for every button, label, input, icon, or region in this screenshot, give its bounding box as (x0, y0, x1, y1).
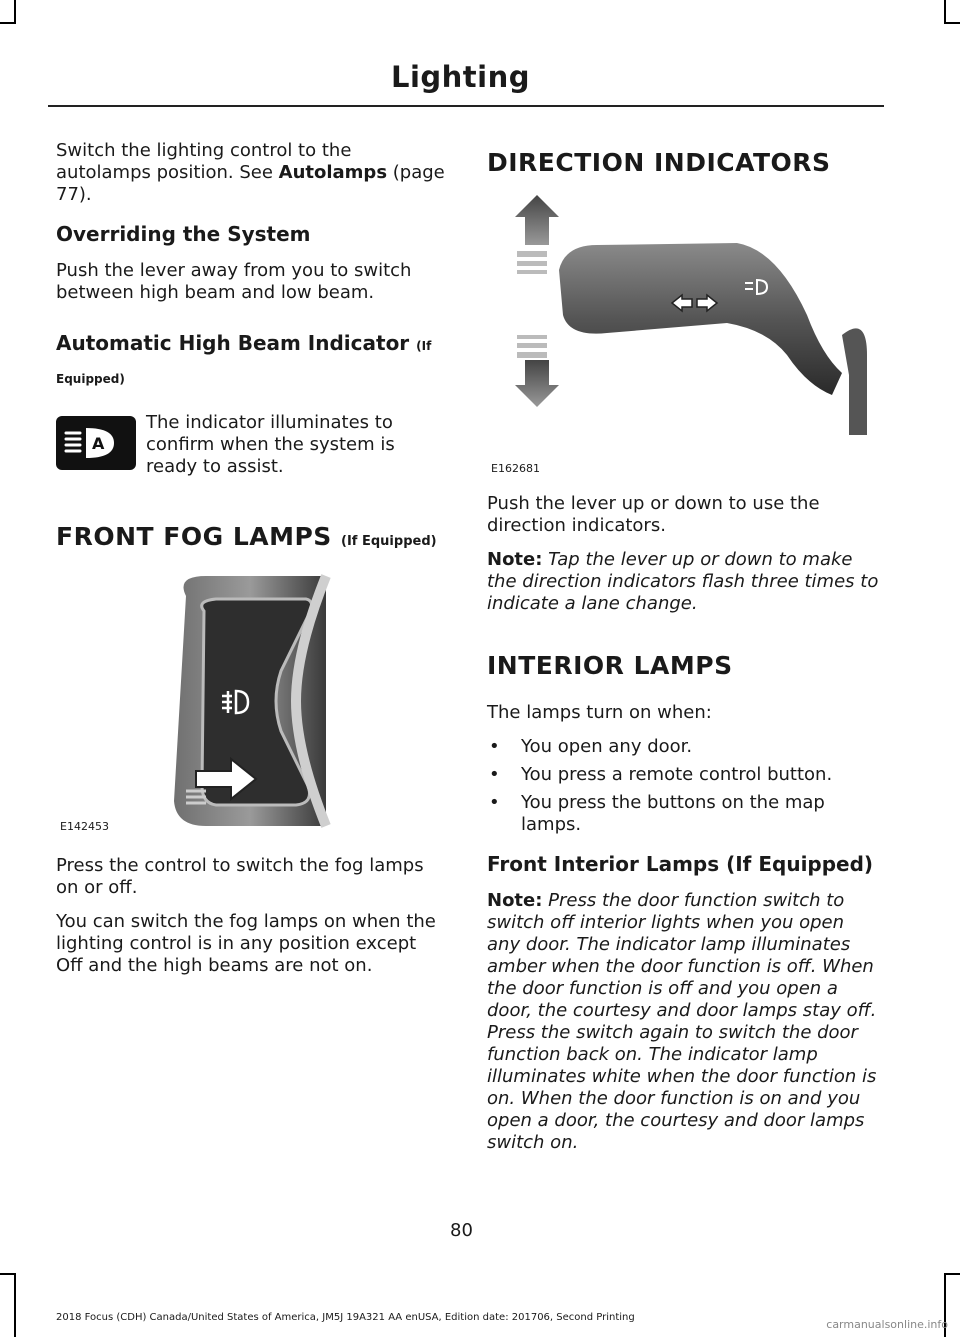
page-number: 80 (450, 1220, 473, 1241)
indicator-row (56, 412, 448, 478)
page-title: Lighting (390, 60, 530, 94)
autolamps-link[interactable]: Autolamps (278, 162, 388, 183)
direction-text: Push the lever up or down to use the direction indicators. (487, 493, 820, 536)
left-column (56, 140, 448, 977)
fog-lamp-switch-illustration (56, 571, 448, 833)
watermark[interactable]: carmanualsonline.info (826, 1318, 948, 1331)
auto-high-beam-title: Automatic High Beam Indicator (56, 331, 410, 355)
auto-high-beam-icon (56, 416, 136, 470)
svg-text:A: A (92, 434, 105, 453)
crop-mark (14, 1275, 16, 1337)
list-item: • You open any door. (487, 736, 882, 758)
turn-signal-lever-illustration (487, 195, 882, 475)
crop-mark (944, 22, 960, 24)
note-label: Note: (487, 890, 543, 911)
crop-mark (944, 0, 946, 24)
figure-label: E162681 (491, 462, 540, 475)
fog-lamp-figure (56, 571, 448, 833)
list-item: • You press the buttons on the map lamps. (487, 792, 882, 836)
fog-lamps-heading (56, 522, 448, 551)
interior-lamps-heading: INTERIOR LAMPS (487, 651, 733, 680)
front-interior-heading: Front Interior Lamps (If Equipped) (487, 852, 874, 876)
fog-text-1: Press the control to switch the fog lamps on or off. (56, 855, 424, 898)
auto-high-beam-suffix: (If Equipped) (56, 339, 432, 386)
crop-mark (944, 1273, 960, 1275)
direction-note (487, 549, 882, 615)
note-label: Note: (487, 549, 543, 570)
fog-lamps-suffix: (If Equipped) (341, 534, 437, 549)
note-text: Tap the lever up or down to make the direction indicators flash three times to indicate a lane change. (487, 549, 879, 614)
footer-text: 2018 Focus (CDH) Canada/United States of America, JM5J 19A321 AA enUSA, Edition date: 201706, Second Printing (56, 1312, 635, 1323)
crop-mark (14, 0, 16, 24)
right-column (487, 140, 882, 1154)
front-interior-note (487, 890, 882, 1154)
auto-high-beam-heading (56, 328, 448, 394)
fog-lamps-title: FRONT FOG LAMPS (56, 522, 332, 551)
override-heading: Overriding the System (56, 222, 311, 246)
crop-mark (0, 22, 16, 24)
fog-text-2: You can switch the fog lamps on when the lighting control is in any position except Off and the high beams are not on. (56, 911, 436, 976)
direction-indicators-heading: DIRECTION INDICATORS (487, 148, 831, 177)
intro-page-ref: (page 77). (56, 162, 445, 205)
intro-paragraph (56, 140, 448, 206)
interior-conditions-list (487, 736, 882, 836)
interior-intro: The lamps turn on when: (487, 702, 712, 723)
header-divider (48, 105, 884, 107)
list-item: • You press a remote control button. (487, 764, 882, 786)
override-text: Push the lever away from you to switch between high beam and low beam. (56, 260, 412, 303)
crop-mark (0, 1273, 16, 1275)
figure-label: E142453 (60, 820, 109, 833)
intro-text: Switch the lighting control to the autolamps position. See (56, 140, 352, 183)
direction-lever-figure (487, 195, 882, 475)
note-text: Press the door function switch to switch off interior lights when you open any door. The indicator lamp illuminates amber when the door function is off. When the door function is off and you open a door, the courtesy and door lamps stay off. Press the switch again to switch the door function back on. The indicator lamp illuminates white when the door function is on. When the door function is on and you open a door, the courtesy and door lamps switch on. (487, 890, 877, 1153)
indicator-text: The indicator illuminates to confirm when the system is ready to assist. (146, 412, 395, 477)
